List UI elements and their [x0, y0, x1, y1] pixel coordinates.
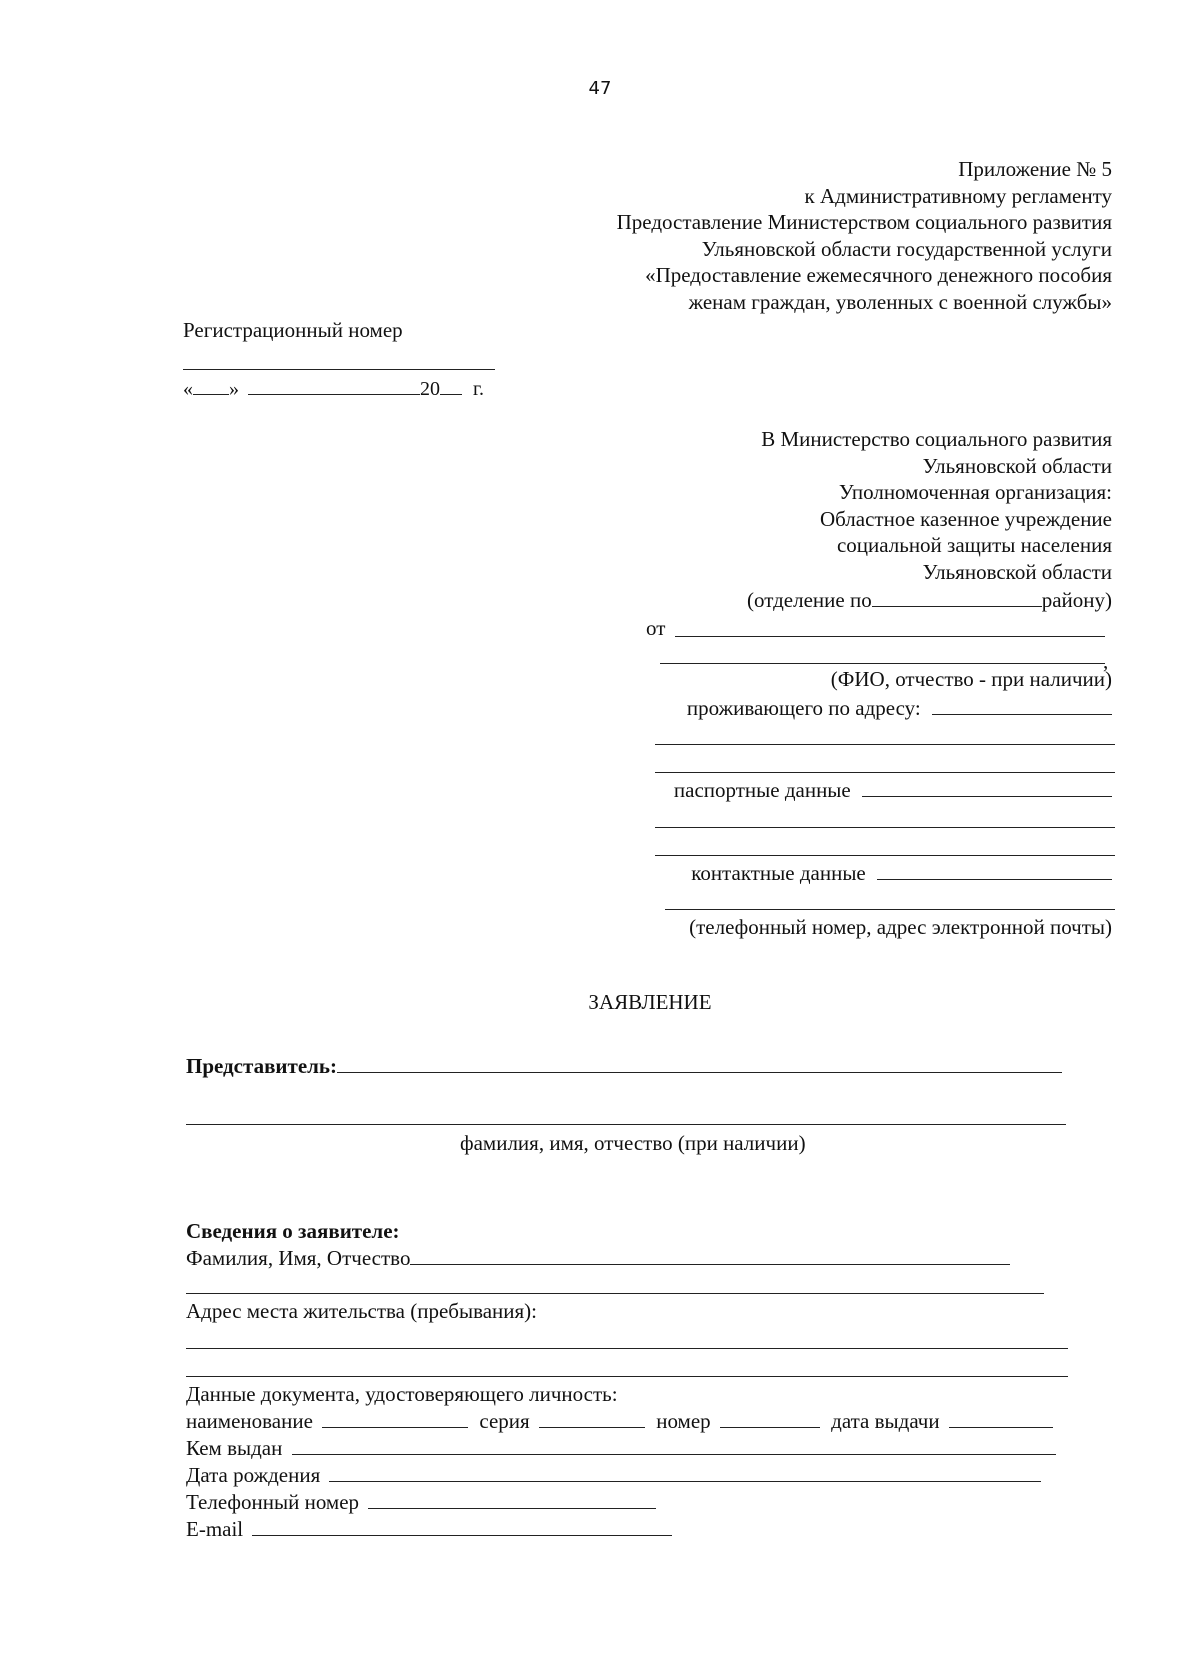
year-suffix: г.	[473, 378, 484, 400]
annex-line: Ульяновской области государственной услуги	[701, 236, 1112, 261]
address-field[interactable]	[932, 696, 1112, 715]
email-field[interactable]	[252, 1517, 672, 1536]
email-row	[186, 1516, 672, 1542]
contacts-hint: (телефонный номер, адрес электронной почты)	[689, 915, 1112, 939]
applicant-fio-row	[186, 1245, 1010, 1271]
department-district-field[interactable]	[872, 588, 1042, 607]
annex-header	[617, 156, 1112, 315]
representative-field[interactable]	[337, 1054, 1062, 1073]
address-label-applicant: Адрес места жительства (пребывания):	[186, 1299, 538, 1323]
addressee-line: Областное казенное учреждение	[819, 506, 1112, 531]
address-row	[687, 696, 1112, 721]
from-fio-field[interactable]	[675, 636, 1105, 637]
doc-issue-date-label: дата выдачи	[831, 1409, 940, 1433]
registration-number-field[interactable]	[183, 369, 495, 370]
doc-name-field[interactable]	[322, 1409, 468, 1428]
comma: ,	[1103, 649, 1109, 673]
contacts-label: контактные данные	[691, 861, 866, 885]
passport-field[interactable]	[862, 778, 1112, 797]
from-label: от	[646, 616, 666, 640]
representative-row	[186, 1053, 1062, 1079]
birth-date-label: Дата рождения	[186, 1463, 321, 1487]
representative-hint: фамилия, имя, отчество (при наличии)	[460, 1131, 806, 1155]
annex-line: женам граждан, уволенных с военной службы»	[688, 289, 1112, 314]
addressee-line: Ульяновской области	[922, 559, 1112, 584]
department-suffix: району)	[1041, 588, 1112, 612]
fio-hint: (ФИО, отчество - при наличии)	[830, 667, 1112, 691]
department-row	[747, 588, 1112, 613]
doc-number-field[interactable]	[720, 1409, 820, 1428]
page-number: 47	[588, 78, 612, 99]
applicant-address-field-2[interactable]	[186, 1376, 1068, 1377]
phone-field[interactable]	[368, 1490, 656, 1509]
doc-series-field[interactable]	[539, 1409, 645, 1428]
addressee-line: социальной защиты населения	[836, 533, 1112, 557]
contacts-field-2[interactable]	[665, 909, 1115, 910]
address-label: проживающего по адресу:	[686, 696, 921, 720]
issued-by-field[interactable]	[292, 1436, 1056, 1455]
date-close-quote: »	[229, 378, 239, 400]
birth-date-row	[186, 1462, 1041, 1488]
birth-date-field[interactable]	[329, 1463, 1041, 1482]
doc-issue-date-field[interactable]	[949, 1409, 1053, 1428]
issued-by-label: Кем выдан	[186, 1436, 283, 1460]
registration-label: Регистрационный номер	[183, 318, 403, 342]
annex-line: Приложение № 5	[958, 157, 1112, 181]
annex-line: Предоставление Министерством социального развития	[616, 210, 1112, 234]
passport-row	[674, 778, 1112, 803]
fio-label: Фамилия, Имя, Отчество	[186, 1246, 411, 1270]
applicant-heading-text: Сведения о заявителе:	[186, 1219, 400, 1243]
addressee-line: В Министерство социального развития	[761, 427, 1112, 451]
department-prefix: (отделение по	[746, 588, 872, 612]
address-field-3[interactable]	[655, 772, 1115, 773]
from-fio-field-2[interactable]	[660, 663, 1105, 664]
registration-month-field[interactable]	[248, 376, 420, 395]
passport-field-3[interactable]	[655, 855, 1115, 856]
registration-year-field[interactable]	[440, 376, 462, 395]
contacts-field[interactable]	[877, 861, 1112, 880]
passport-field-2[interactable]	[655, 827, 1115, 828]
id-doc-label: Данные документа, удостоверяющего личность:	[186, 1382, 618, 1406]
issued-by-row	[186, 1435, 1056, 1461]
addressee-block	[761, 426, 1112, 585]
date-open-quote: «	[183, 378, 193, 400]
address-field-2[interactable]	[655, 744, 1115, 745]
year-prefix: 20	[420, 378, 440, 400]
registration-date-row	[183, 376, 484, 402]
doc-number-label: номер	[656, 1409, 711, 1433]
applicant-heading	[186, 1218, 400, 1244]
applicant-fio-field[interactable]	[410, 1246, 1010, 1265]
registration-day-field[interactable]	[193, 376, 229, 395]
addressee-line: Ульяновской области	[922, 453, 1112, 478]
doc-name-label: наименование	[186, 1409, 313, 1433]
annex-line: «Предоставление ежемесячного денежного пособия	[645, 263, 1112, 287]
applicant-fio-field-2[interactable]	[186, 1293, 1044, 1294]
phone-label: Телефонный номер	[186, 1490, 360, 1514]
annex-line: к Административному регламенту	[804, 183, 1112, 208]
email-label: E-mail	[186, 1517, 244, 1541]
doc-series-label: серия	[479, 1409, 530, 1433]
addressee-line: Уполномоченная организация:	[838, 480, 1112, 504]
document-title: ЗАЯВЛЕНИЕ	[588, 990, 712, 1014]
representative-field-2[interactable]	[186, 1124, 1066, 1125]
representative-label: Представитель:	[186, 1054, 338, 1078]
applicant-address-field[interactable]	[186, 1348, 1068, 1349]
id-doc-row	[186, 1408, 1053, 1434]
passport-label: паспортные данные	[673, 778, 851, 802]
phone-row	[186, 1489, 656, 1515]
contacts-row	[691, 861, 1112, 886]
